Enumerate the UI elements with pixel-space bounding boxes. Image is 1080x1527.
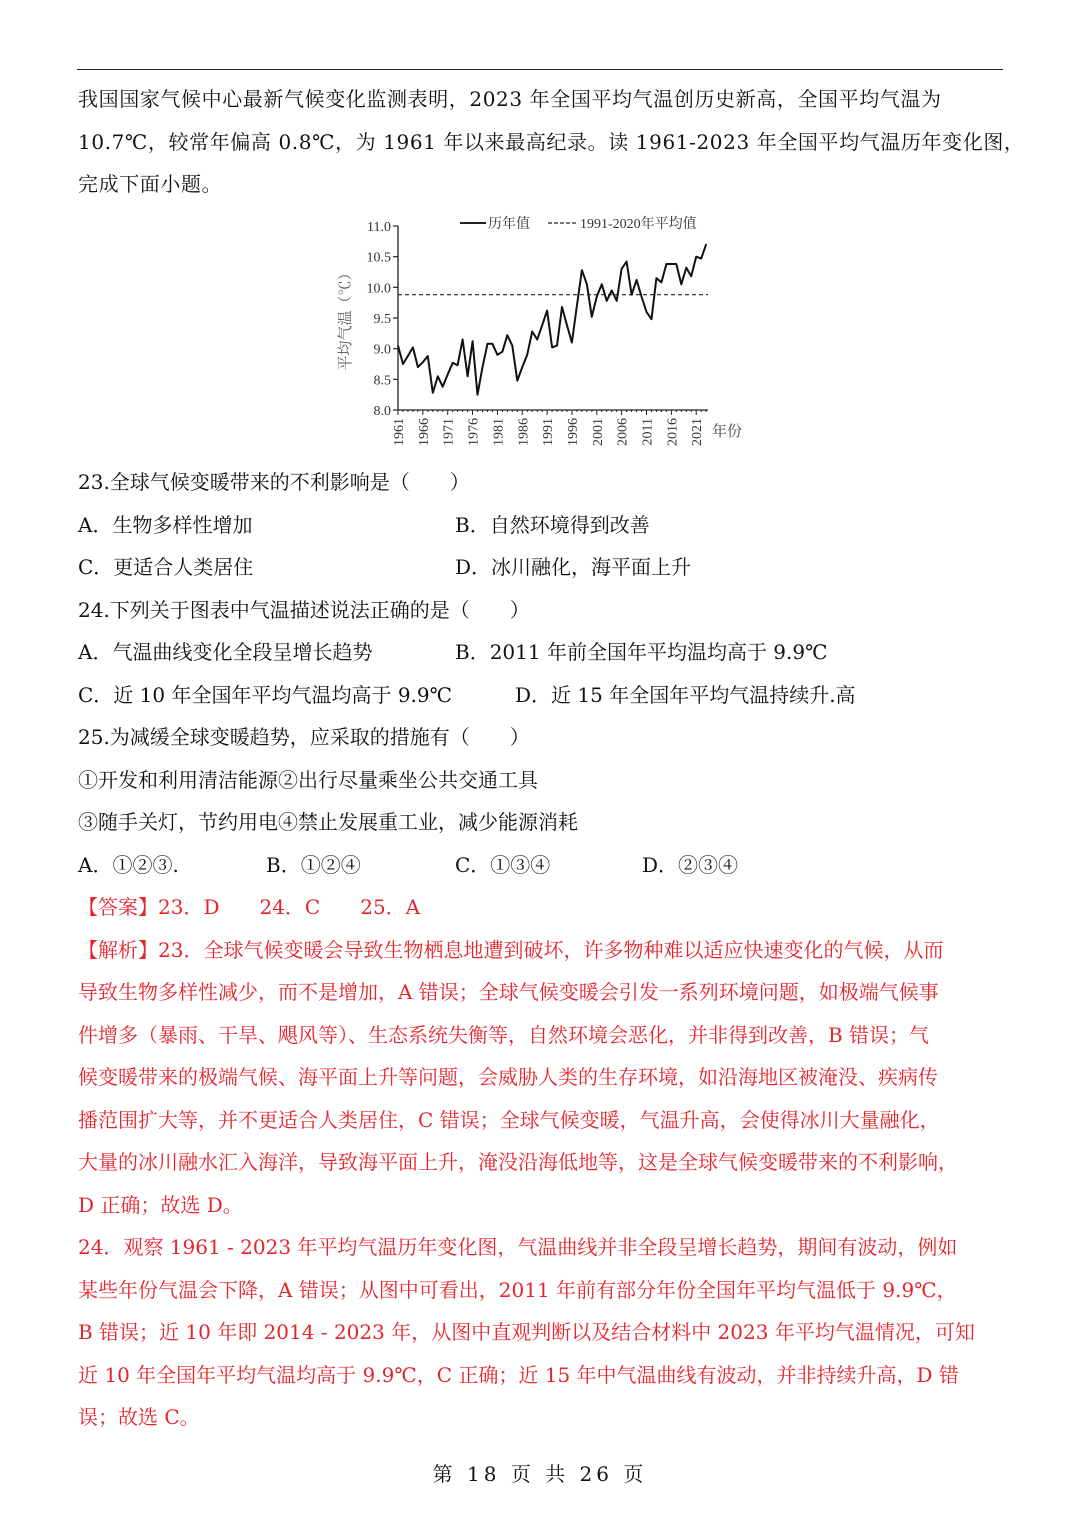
y-axis-label: 平均气温（℃）	[338, 265, 354, 371]
q25-option-d: D．②③④	[642, 852, 739, 877]
analysis-line: 误；故选 C。	[78, 1405, 200, 1429]
q23-stem: 23.全球气候变暖带来的不利影响是（ ）	[78, 470, 470, 494]
data-point-2012	[651, 319, 652, 320]
x-tick-label: 1961	[392, 418, 407, 446]
data-point-1990	[542, 325, 543, 326]
data-point-1983	[507, 335, 508, 336]
data-point-1977	[477, 394, 478, 395]
x-tick-label: 1996	[565, 418, 581, 446]
q25-option-b: B．①②④	[266, 852, 361, 877]
data-point-2001	[596, 296, 597, 297]
legend-series: 历年值	[488, 217, 530, 232]
data-point-2020	[691, 276, 692, 277]
series-line-annual	[398, 244, 706, 394]
q23-option-b: B．自然环境得到改善	[455, 512, 650, 537]
analysis-line: B 错误；近 10 年即 2014 - 2023 年，从图中直观判断以及结合材料中 2023 年平均气温情况，可知	[78, 1320, 975, 1344]
questions	[78, 461, 1008, 1439]
q24-option-d: D．近 15 年全国年平均气温持续升.高	[515, 682, 856, 707]
data-point-1965	[417, 366, 418, 367]
header-rule	[77, 69, 1003, 70]
data-point-2006	[621, 268, 622, 269]
intro-paragraph	[78, 78, 1025, 206]
data-point-2002	[601, 284, 602, 285]
data-point-1967	[427, 355, 428, 356]
q24-option-c: C．近 10 年全国年平均气温均高于 9.9℃	[78, 682, 453, 707]
data-point-1994	[561, 306, 562, 307]
x-tick-label: 1981	[491, 418, 507, 446]
data-point-2016	[671, 263, 672, 264]
data-point-2007	[626, 261, 627, 262]
data-point-1992	[551, 347, 552, 348]
analysis-line: 【解析】23．全球气候变暖会导致生物栖息地遭到破坏，许多物种难以适应快速变化的气候，从而	[78, 937, 944, 962]
data-point-2010	[641, 296, 642, 297]
data-point-2011	[646, 311, 647, 312]
analysis-line: 24．观察 1961 - 2023 年平均气温历年变化图，气温曲线并非全段呈增长趋势，期间有波动，例如	[78, 1235, 958, 1259]
data-point-1986	[522, 366, 523, 367]
data-point-2022	[701, 258, 702, 259]
q23-option-a: A．生物多样性增加	[78, 512, 253, 537]
data-point-1976	[472, 341, 473, 342]
legend-baseline: 1991-2020年平均值	[580, 217, 697, 232]
intro-line: 完成下面小题。	[78, 172, 223, 196]
x-tick-label: 1986	[516, 418, 532, 446]
q25-statement: ①开发和利用清洁能源②出行尽量乘坐公共交通工具	[78, 767, 538, 792]
data-point-1966	[422, 362, 423, 363]
analysis-line: 件增多（暴雨、干旱、飓风等）、生态系统失衡等，自然环境会恶化，并非得到改善，B 错误；气	[78, 1022, 930, 1047]
data-point-1974	[462, 339, 463, 340]
analysis-line: D 正确；故选 D。	[78, 1192, 243, 1217]
analysis-line: 大量的冰川融水汇入海洋，导致海平面上升，淹没沿海低地等，这是全球气候变暖带来的不利影响，	[78, 1150, 958, 1174]
data-point-2015	[666, 263, 667, 264]
data-point-2013	[656, 278, 657, 279]
intro-line: 10.7℃，较常年偏高 0.8℃，为 1961 年以来最高纪录。读 1961-2023 年全国平均气温历年变化图，	[78, 129, 1025, 154]
y-tick-label: 8.5	[373, 373, 391, 389]
analysis-line: 近 10 年全国年平均气温均高于 9.9℃，C 正确；近 15 年中气温曲线有波动，并非持续升高，D 错	[78, 1362, 959, 1387]
y-tick-label: 11.0	[367, 220, 391, 235]
x-tick-label: 2001	[590, 418, 606, 446]
data-point-1964	[412, 347, 413, 348]
x-axis-label: 年份	[712, 424, 743, 440]
y-tick-label: 9.5	[373, 312, 391, 327]
data-point-1988	[532, 331, 533, 332]
analysis-line: 播范围扩大等，并不更适合人类居住，C 错误；全球气候变暖，气温升高，会使得冰川大量融化，	[78, 1107, 940, 1132]
data-point-2019	[686, 267, 687, 268]
data-point-2004	[611, 290, 612, 291]
data-point-2005	[616, 300, 617, 301]
data-point-1991	[547, 310, 548, 311]
analysis-line: 导致生物多样性减少，而不是增加，A 错误；全球气候变暖会引发一系列环境问题，如极端气候事	[78, 980, 939, 1004]
data-point-1984	[512, 345, 513, 346]
analysis-line: 某些年份气温会下降，A 错误；从图中可看出，2011 年前有部分年份全国年平均气温低于 9.9℃，	[78, 1277, 957, 1302]
data-point-1961	[397, 345, 398, 346]
data-point-1973	[457, 365, 458, 366]
data-point-1968	[432, 392, 433, 393]
data-point-1995	[566, 325, 567, 326]
q25-option-c: C．①③④	[455, 852, 551, 877]
data-point-2017	[676, 263, 677, 264]
data-point-1981	[497, 354, 498, 355]
analysis-line: 候变暖带来的极端气候、海平面上升等问题，会威胁人类的生存环境，如沿海地区被淹没、疾病传	[78, 1065, 938, 1089]
q23-option-c: C．更适合人类居住	[78, 555, 254, 579]
q25-stem: 25.为减缓全球变暖趋势，应采取的措施有（ ）	[78, 725, 530, 749]
data-point-1963	[407, 355, 408, 356]
data-point-1985	[517, 380, 518, 381]
y-tick-label: 10.5	[366, 250, 391, 266]
temperature-line-chart	[330, 210, 750, 460]
x-tick-label: 2016	[665, 418, 681, 446]
x-tick-label: 1991	[541, 418, 557, 446]
q24-option-b: B．2011 年前全国年平均温均高于 9.9℃	[455, 640, 828, 664]
x-tick-label: 1976	[466, 418, 482, 446]
data-point-1970	[442, 386, 443, 387]
data-point-2000	[591, 316, 592, 317]
y-tick-label: 10.0	[366, 281, 391, 297]
x-tick-label: 1971	[441, 418, 457, 446]
intro-line: 我国国家气候中心最新气候变化监测表明，2023 年全国平均气温创历史新高，全国平均气温为	[78, 87, 942, 111]
data-point-2008	[631, 294, 632, 295]
q24-stem: 24.下列关于图表中气温描述说法正确的是（ ）	[78, 597, 530, 622]
y-tick-label: 8.0	[373, 404, 391, 419]
data-point-1987	[527, 354, 528, 355]
data-point-1982	[502, 351, 503, 352]
data-point-2023	[706, 244, 707, 245]
data-point-1980	[492, 343, 493, 344]
data-point-2003	[606, 300, 607, 301]
q25-option-a: A．①②③.	[78, 852, 179, 877]
x-tick-label: 2021	[690, 418, 706, 446]
data-point-2021	[696, 256, 697, 257]
y-tick-label: 9.0	[373, 342, 391, 358]
data-point-2018	[681, 284, 682, 285]
q23-option-d: D．冰川融化，海平面上升	[455, 555, 692, 579]
data-point-2014	[661, 282, 662, 283]
x-tick-label: 1966	[416, 418, 432, 446]
answer-line: 【答案】23．D 24．C 25．A	[78, 895, 421, 919]
x-tick-label: 2011	[640, 418, 656, 446]
data-point-1979	[487, 343, 488, 344]
x-tick-label: 2006	[615, 418, 631, 446]
data-point-1993	[556, 345, 557, 346]
data-point-1989	[537, 339, 538, 340]
data-point-1971	[447, 374, 448, 375]
data-point-1998	[581, 270, 582, 271]
data-point-1969	[437, 376, 438, 377]
q24-option-a: A．气温曲线变化全段呈增长趋势	[78, 640, 373, 664]
analysis	[78, 929, 1008, 1439]
data-point-1975	[467, 376, 468, 377]
data-point-1996	[571, 342, 572, 343]
data-point-2009	[636, 279, 637, 280]
legend	[460, 215, 697, 232]
q25-statement: ③随手关灯，节约用电④禁止发展重工业，减少能源消耗	[78, 810, 578, 834]
page-footer: 第 18 页 共 26 页	[432, 1462, 648, 1486]
data-point-1972	[452, 362, 453, 363]
data-point-1962	[402, 363, 403, 364]
data-point-1978	[482, 366, 483, 367]
data-point-1999	[586, 284, 587, 285]
data-point-1997	[576, 305, 577, 306]
